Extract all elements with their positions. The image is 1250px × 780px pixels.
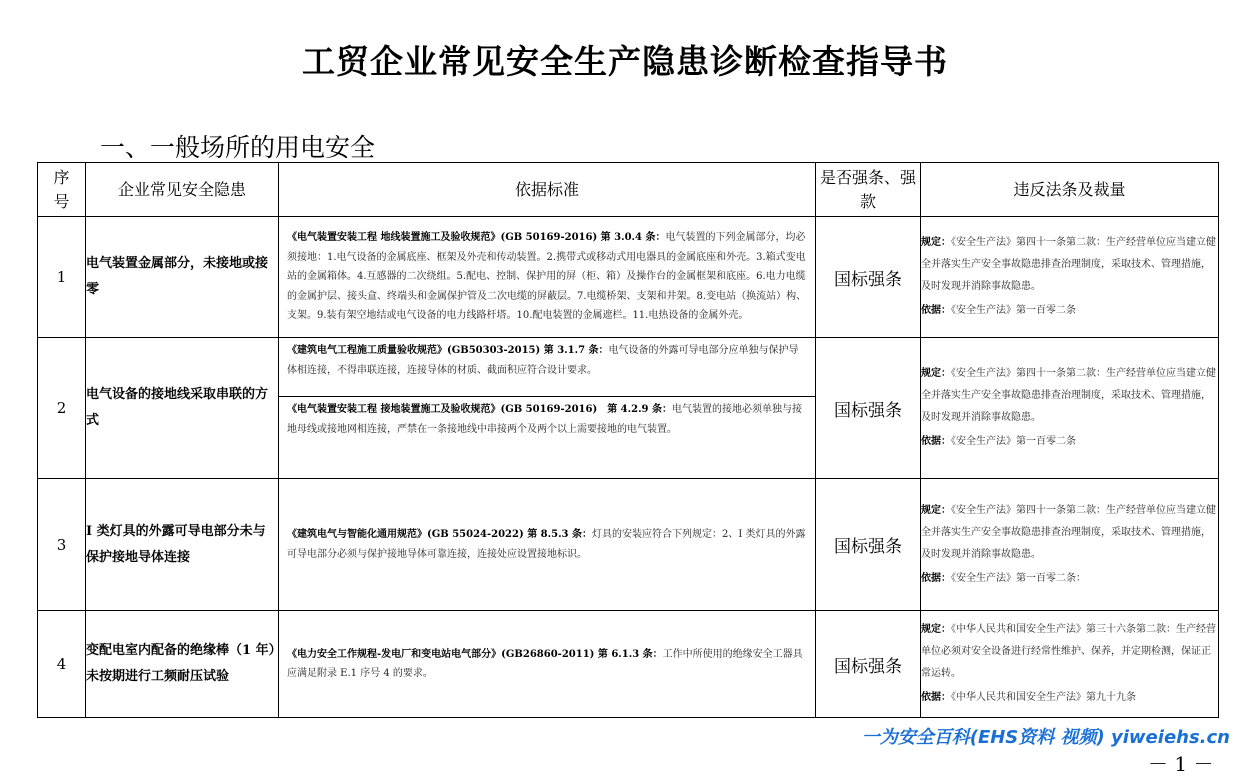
basis-label: 依据： xyxy=(921,572,951,584)
table-row xyxy=(38,479,1219,611)
basis-text: 《安全生产法》第一百零二条： xyxy=(951,572,1086,584)
row-seq: 3 xyxy=(38,479,86,611)
table-row xyxy=(38,217,1219,338)
row-seq: 4 xyxy=(38,611,86,718)
law-basis xyxy=(921,300,1218,322)
basis-label: 依据： xyxy=(921,692,951,703)
basis-label: 依据： xyxy=(921,305,951,316)
law-text: 《中华人民共和国安全生产法》第三十六条第二款：生产经营单位必须对安全设备进行经常性维护、保养，并定期检测，保证正常运转。 xyxy=(921,624,1216,679)
row-law xyxy=(921,217,1219,338)
row-seq: 1 xyxy=(38,217,86,338)
basis-text: 《安全生产法》第一百零二条 xyxy=(951,436,1076,447)
standard-text: 工作中所使用的绝缘安全工器具应满足附录 E.1 序号 4 的要求。 xyxy=(287,648,803,679)
standard-text: 灯具的安装应符合下列规定：2、I 类灯具的外露可导电部分必须与保护接地导体可靠连接，连接处应设置接地标识。 xyxy=(287,529,806,560)
row-mandatory: 国标强条 xyxy=(816,217,921,338)
row-law xyxy=(921,479,1219,611)
row-hazard: 电气设备的接地线采取串联的方式 xyxy=(86,338,279,479)
law-text: 《安全生产法》第四十一条第二款：生产经营单位应当建立健全并落实生产安全事故隐患排查治理制度，采取技术、管理措施，及时发现并消除事故隐患。 xyxy=(921,504,1216,560)
standard-text: 电气装置的下列金属部分，均必须接地：1.电气设备的金属底座、框架及外壳和传动装置。2.携带式或移动式用电器具的金属底座和外壳。3.箱式变电站的金属箱体。4.互感器的二次绕组。5.配电、控制、保护用的屏（柜、箱）及操作台的金属框架和底座。6.电力电缆的金属护层、接头盒、终端头和金属保护管及二次电缆的屏蔽层。7.电缆桥架、支架和井架。8.变电站（换流站）构、支架。9.装有架空地结或电气设备的电力线路杆塔。10.配电装置的金属遮栏。11.电热设备的金属外壳。 xyxy=(287,232,807,322)
law-label: 规定： xyxy=(921,237,951,248)
row-standard xyxy=(279,338,816,479)
row-law xyxy=(921,611,1219,718)
row-mandatory: 国标强条 xyxy=(816,479,921,611)
row-standard xyxy=(279,611,816,718)
section-heading: 一、一般场所的用电安全 xyxy=(100,133,376,162)
hazard-table xyxy=(37,162,1219,718)
standard-ref: 《建筑电气工程施工质量验收规范》(GB50303-2015) 第 3.1.7 条： xyxy=(287,345,609,356)
standard-text: 电气设备的外露可导电部分应单独与保护导体相连接，不得串联连接，连接导体的材质、截面积应符合设计要求。 xyxy=(287,345,799,376)
header-seq: 序号 xyxy=(38,163,86,217)
standard-entry xyxy=(279,642,815,687)
standard-ref: 《电力安全工作规程-发电厂和变电站电气部分》(GB26860-2011) 第 6.1.3 条： xyxy=(287,648,663,660)
table-header-row xyxy=(38,163,1219,217)
row-standard xyxy=(279,479,816,611)
standard-entry xyxy=(279,397,815,442)
header-law: 违反法条及裁量 xyxy=(921,163,1219,217)
row-law xyxy=(921,338,1219,479)
row-mandatory: 国标强条 xyxy=(816,338,921,479)
law-label: 规定： xyxy=(921,624,951,635)
standard-ref: 《电气装置安装工程 接地装置施工及验收规范》(GB 50169-2016) 第 4.2.9 条： xyxy=(287,404,672,415)
table-row xyxy=(38,338,1219,479)
brand-watermark[interactable]: 一为安全百科(EHS资料 视频) yiweiehs.cn xyxy=(861,727,1230,748)
standard-entry xyxy=(279,338,815,397)
basis-text: 《中华人民共和国安全生产法》第九十九条 xyxy=(951,692,1136,703)
row-hazard: 电气装置金属部分，未接地或接零 xyxy=(86,217,279,338)
standard-entry xyxy=(279,225,815,329)
law-label: 规定： xyxy=(921,504,951,516)
law-text: 《安全生产法》第四十一条第二款：生产经营单位应当建立健全并落实生产安全事故隐患排查治理制度，采取技术、管理措施，及时发现并消除事故隐患。 xyxy=(921,368,1216,423)
document-title: 工贸企业常见安全生产隐患诊断检查指导书 xyxy=(302,42,948,81)
row-standard xyxy=(279,217,816,338)
basis-label: 依据： xyxy=(921,436,951,447)
basis-text: 《安全生产法》第一百零二条 xyxy=(951,305,1076,316)
standard-ref: 《电气装置安装工程 地线装置施工及验收规范》(GB 50169-2016) 第 3.0.4 条： xyxy=(287,232,666,244)
header-standard: 依据标准 xyxy=(279,163,816,217)
standard-ref: 《建筑电气与智能化通用规范》(GB 55024-2022) 第 8.5.3 条： xyxy=(287,529,592,540)
header-hazard: 企业常见安全隐患 xyxy=(86,163,279,217)
standard-entry xyxy=(279,522,815,567)
law-text: 《安全生产法》第四十一条第二款：生产经营单位应当建立健全并落实生产安全事故隐患排查治理制度，采取技术、管理措施，及时发现并消除事故隐患。 xyxy=(921,237,1216,292)
header-mandatory: 是否强条、强款 xyxy=(816,163,921,217)
row-hazard: 变配电室内配备的绝缘棒（1 年）未按期进行工频耐压试验 xyxy=(86,611,279,718)
law-basis xyxy=(921,687,1218,709)
row-seq: 2 xyxy=(38,338,86,479)
page-number: － 1 － xyxy=(1148,752,1214,776)
standard-text: 电气装置的接地必须单独与接地母线或接地网相连接，严禁在一条接地线中串接两个及两个以上需要接地的电气装置。 xyxy=(287,404,802,435)
row-mandatory: 国标强条 xyxy=(816,611,921,718)
law-label: 规定： xyxy=(921,368,951,379)
row-hazard: I 类灯具的外露可导电部分未与保护接地导体连接 xyxy=(86,479,279,611)
table-row xyxy=(38,611,1219,718)
law-basis xyxy=(921,568,1218,590)
law-basis xyxy=(921,431,1218,453)
